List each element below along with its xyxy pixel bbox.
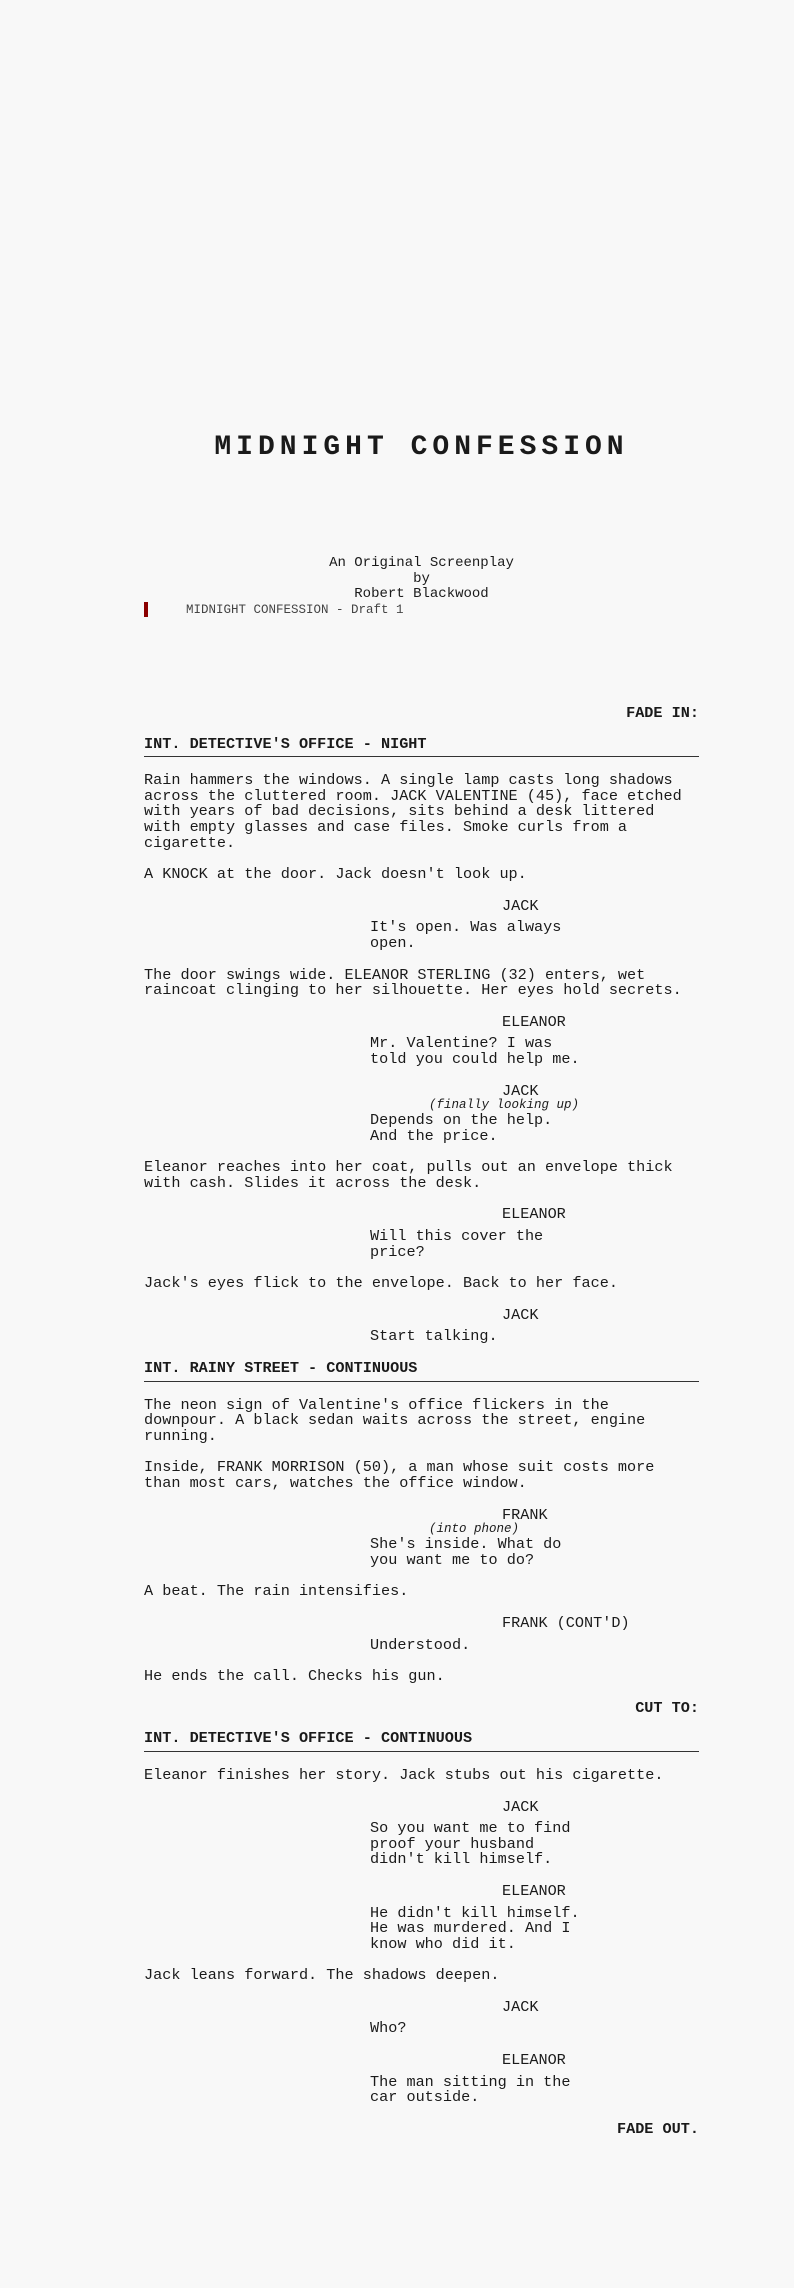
dialogue-text: She's inside. What do you want me to do? [370, 1535, 562, 1569]
dialogue-block [144, 1505, 699, 1569]
dialogue-text: Start talking. [370, 1327, 498, 1346]
dialogue-text: Who? [370, 2019, 407, 2038]
dialogue-text: So you want me to find proof your husband didn't kill himself. [370, 1819, 571, 1869]
character-name: FRANK [502, 1505, 548, 1524]
parenthetical: (into phone) [429, 1522, 520, 1537]
action-line: The neon sign of Valentine's office flickers in the downpour. A black sedan waits across the street, engine running. [144, 1395, 646, 1445]
credit-line: An Original Screenplay [329, 555, 514, 571]
scene-heading: INT. DETECTIVE'S OFFICE - CONTINUOUS [144, 1731, 699, 1752]
character-name: JACK [502, 1797, 539, 1816]
character-name: ELEANOR [502, 1205, 566, 1224]
dialogue-block [144, 1012, 699, 1068]
transition: FADE IN: [626, 704, 699, 722]
character-name: JACK [502, 1081, 539, 1100]
title-credits [144, 556, 699, 603]
dialogue-text: Will this cover the price? [370, 1227, 544, 1261]
character-name: JACK [502, 1305, 539, 1324]
scene-heading: INT. DETECTIVE'S OFFICE - NIGHT [144, 737, 699, 758]
dialogue-text: He didn't kill himself. He was murdered. And I know who did it. [370, 1903, 580, 1953]
dialogue-text: Understood. [370, 1635, 471, 1654]
dialogue-text: Mr. Valentine? I was told you could help me. [370, 1034, 580, 1068]
action-line: Inside, FRANK MORRISON (50), a man whose suit costs more than most cars, watches the office window. [144, 1458, 655, 1492]
dialogue-block [144, 1997, 699, 2038]
action-line: Rain hammers the windows. A single lamp casts long shadows across the cluttered room. JACK VALENTINE (45), face etched with years of bad decisions, sits behind a desk littered with empty glasses and case files. Smoke curls from a cigarette. [144, 771, 682, 852]
action-line: He ends the call. Checks his gun. [144, 1667, 445, 1686]
dialogue-block [144, 896, 699, 952]
action-line: A beat. The rain intensifies. [144, 1582, 409, 1601]
transition: FADE OUT. [616, 2119, 699, 2138]
dialogue-text: Depends on the help. And the price. [370, 1111, 553, 1145]
character-name: ELEANOR [502, 1881, 566, 1900]
transition: CUT TO: [635, 1698, 699, 1717]
dialogue-block [144, 1613, 699, 1654]
dialogue-block [144, 1081, 699, 1145]
credit-by: by [413, 570, 430, 587]
author-name: Robert Blackwood [354, 586, 489, 602]
character-name: JACK [502, 896, 539, 915]
dialogue-text: It's open. Was always open. [370, 918, 562, 952]
script-body [144, 706, 699, 2152]
character-name: JACK [502, 1997, 539, 2016]
character-name: ELEANOR [502, 1012, 566, 1031]
action-line: The door swings wide. ELEANOR STERLING (32) enters, wet raincoat clinging to her silhouette. Her eyes hold secrets. [144, 965, 682, 1000]
dialogue-block [144, 1797, 699, 1869]
screenplay-title: MIDNIGHT CONFESSION [214, 432, 629, 463]
dialogue-block [144, 1207, 699, 1260]
action-line: Eleanor reaches into her coat, pulls out an envelope thick with cash. Slides it across the desk. [144, 1158, 673, 1192]
draft-label: MIDNIGHT CONFESSION - Draft 1 [186, 602, 404, 617]
dialogue-block [144, 1881, 699, 1953]
dialogue-block [144, 2053, 699, 2106]
scene-heading: INT. RAINY STREET - CONTINUOUS [144, 1361, 699, 1382]
action-line: Eleanor finishes her story. Jack stubs out his cigarette. [144, 1765, 664, 1784]
character-name: FRANK (CONT'D) [502, 1613, 630, 1632]
dialogue-block [144, 1305, 699, 1346]
action-line: Jack's eyes flick to the envelope. Back to her face. [144, 1274, 618, 1293]
action-line: A KNOCK at the door. Jack doesn't look up. [144, 865, 527, 884]
draft-label-row [144, 602, 404, 617]
action-line: Jack leans forward. The shadows deepen. [144, 1966, 500, 1985]
draft-marker-bar [144, 602, 148, 617]
character-name: ELEANOR [502, 2051, 566, 2070]
dialogue-text: The man sitting in the car outside. [370, 2072, 571, 2107]
parenthetical: (finally looking up) [429, 1098, 580, 1113]
